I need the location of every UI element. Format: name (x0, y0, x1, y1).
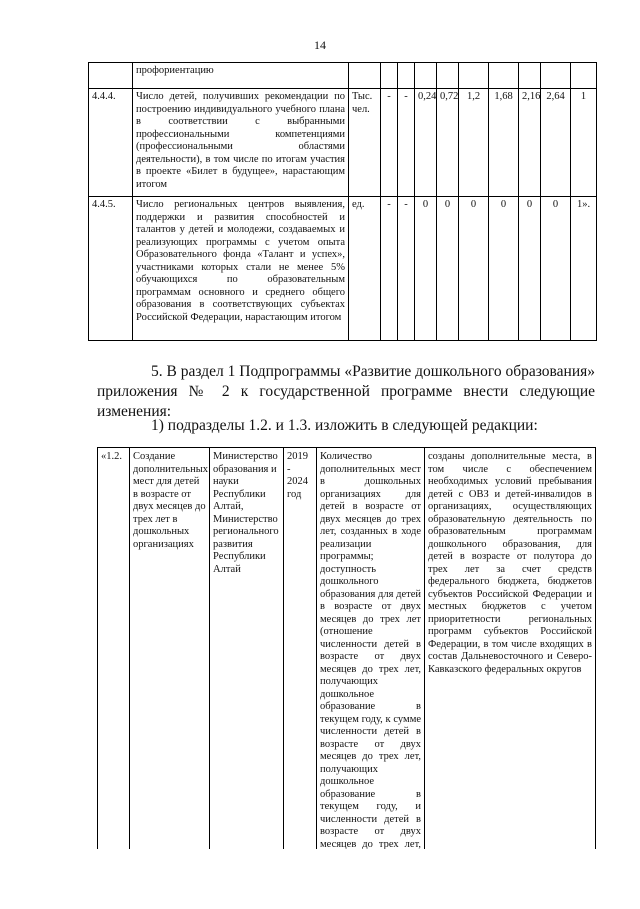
period-cell: 2019 - 2024 год (284, 448, 317, 880)
table-row (89, 197, 597, 341)
result-cell: созданы дополнительные места, в том числе с обеспечением необходимых условий пребывания детей с ОВЗ и детей-инвалидов в организациях, осуществляющих образовательную деятельность по образовательным программам дошкольного образования, для детей в возрасте от полутора до трех лет за счет средств федерального бюджета, бюджетов субъектов Российской Федерации и местных бюджетов с учетом приоритетности региональных программ субъектов Российской Федерации, в том числе входящих в состав Дальневосточного и Северо-Кавказского федеральных округов (425, 448, 596, 880)
indicator-name: Число региональных центров выявления, поддержки и развития способностей и талантов у детей и молодежи, создаваемых и реализующих программы с учетом опыта Образовательного фонда «Талант и успех», участниками которых стали не менее 5% обучающихся по образовательным программам основного и среднего общего образования в соответствующих субъектах Российской Федерации, нарастающим итогом (133, 197, 349, 341)
value-cell: 1,2 (459, 89, 489, 197)
value-cell: 0 (519, 197, 541, 341)
value-cell: 0 (459, 197, 489, 341)
value-cell: - (381, 197, 398, 341)
value-cell: - (381, 89, 398, 197)
table-row (89, 89, 597, 197)
row-number: «1.2. (98, 448, 130, 880)
page-number: 14 (314, 38, 326, 52)
value-cell: 1». (571, 197, 597, 341)
row-number: 4.4.4. (89, 89, 133, 197)
value-cell: 0,24 (415, 89, 437, 197)
value-cell: 1,68 (489, 89, 519, 197)
value-cell: 0 (415, 197, 437, 341)
indicators-table (88, 62, 597, 341)
page-bottom-margin (96, 849, 598, 909)
amendment-subparagraph: 1) подразделы 1.2. и 1.3. изложить в следующей редакции: (151, 417, 538, 434)
executor-cell: Министерство образования и науки Республики Алтай, Министерство регионального развития Республики Алтай (210, 448, 284, 880)
subprogram-table (97, 447, 596, 880)
table-row (98, 448, 596, 880)
value-cell: - (398, 89, 415, 197)
amendment-paragraph: 5. В раздел 1 Подпрограммы «Развитие дошкольного образования» приложения № 2 к государственной программе внести следующие изменения: (97, 363, 595, 420)
table-row (89, 63, 597, 89)
value-cell: 2,64 (541, 89, 571, 197)
indicator-name: Число детей, получивших рекомендации по построению индивидуального учебного плана в соответствии с выбранными профессиональными компетенциями (профессиональными областями деятельности), в том числе по итогам участия в проекте «Билет в будущее», нарастающим итогом (133, 89, 349, 197)
value-cell: 0 (437, 197, 459, 341)
value-cell: 0 (541, 197, 571, 341)
value-cell: 1 (571, 89, 597, 197)
row-number: 4.4.5. (89, 197, 133, 341)
table-cell-text: профориентацию (133, 63, 349, 89)
unit-cell: ед. (349, 197, 381, 341)
value-cell: 0,72 (437, 89, 459, 197)
measure-name: Создание дополнительных мест для детей в возрасте от двух месяцев до трех лет в дошкольных организациях (130, 448, 210, 880)
indicator-cell: Количество дополнительных мест в дошкольных организациях для детей в возрасте от двух месяцев до трех лет, созданных в ходе реализации программы; доступность дошкольного образования для детей в возрасте от двух месяцев до трех лет (отношение численности детей в возрасте от двух месяцев до трех лет, получающих дошкольное образование в текущем году, к сумме численности детей в возрасте от двух месяцев до трех лет, получающих дошкольное образование в текущем году, и численности детей в возрасте от двух месяцев до трех лет, (317, 448, 425, 880)
value-cell: 2,16 (519, 89, 541, 197)
value-cell: 0 (489, 197, 519, 341)
unit-cell: Тыс. чел. (349, 89, 381, 197)
value-cell: - (398, 197, 415, 341)
